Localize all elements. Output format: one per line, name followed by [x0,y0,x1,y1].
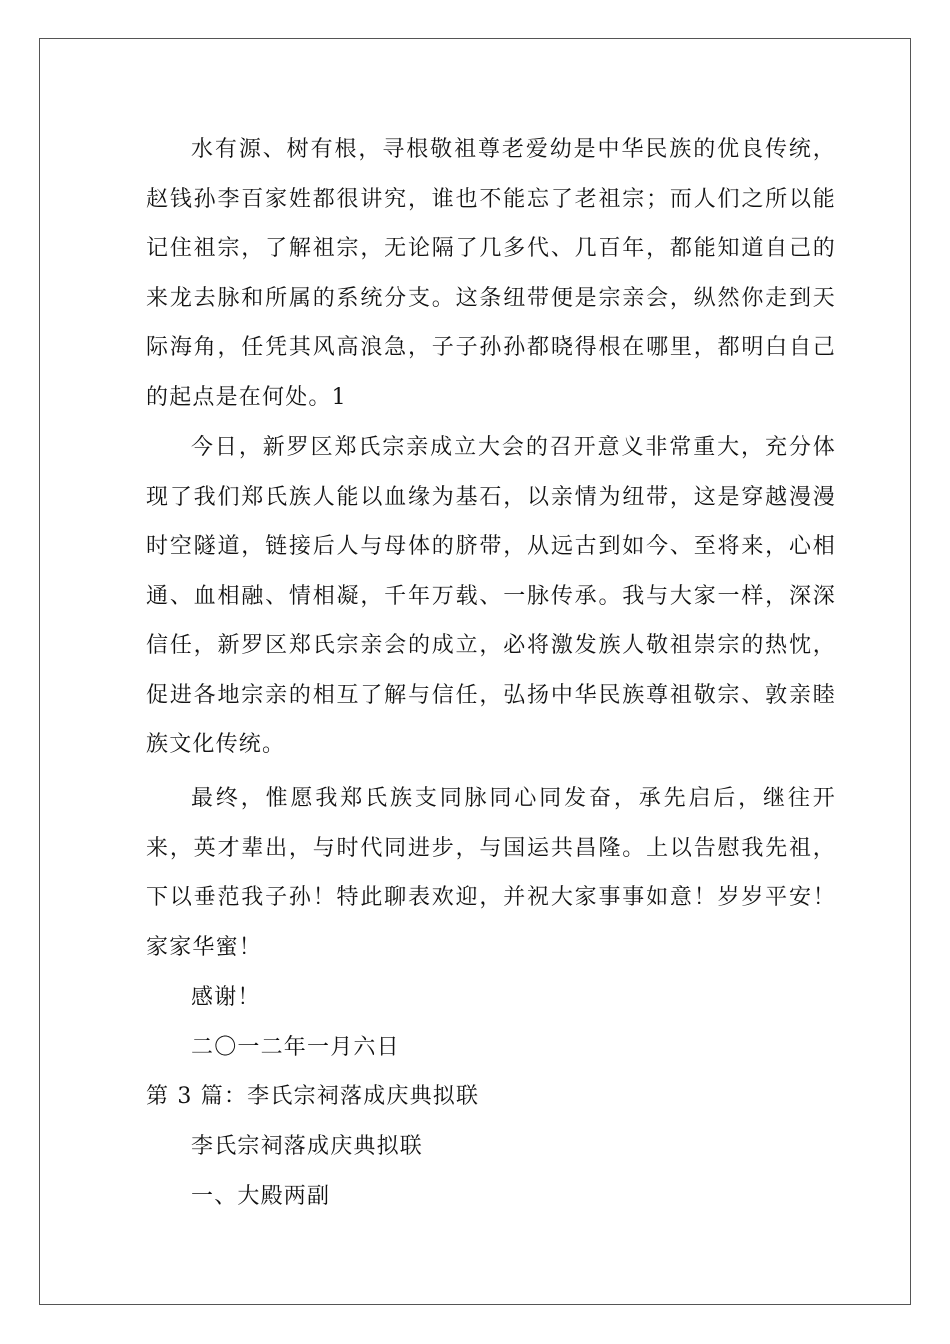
paragraph-3: 最终，惟愿我郑氏族支同脉同心同发奋，承先启后，继往开来，英才辈出，与时代同进步，与国运共昌隆。上以告慰我先祖，下以垂范我子孙！特此聊表欢迎，并祝大家事事如意！岁岁平安！家家华蜜！ [146,786,836,960]
section-heading: 第 3 篇：李氏宗祠落成庆典拟联 [146,1084,480,1109]
date-line: 二〇一二年一月六日 [191,1035,400,1060]
thanks-line: 感谢！ [191,985,261,1010]
paragraph-2: 今日，新罗区郑氏宗亲成立大会的召开意义非常重大，充分体现了我们郑氏族人能以血缘为基石，以亲情为纽带，这是穿越漫漫时空隧道，链接后人与母体的脐带，从远古到如今、至将来，心相通、血相融、情相凝，千年万载、一脉传承。我与大家一样，深深信任，新罗区郑氏宗亲会的成立，必将激发族人敬祖崇宗的热忱，促进各地宗亲的相互了解与信任，弘扬中华民族尊祖敬宗、敦亲睦族文化传统。 [146,435,836,757]
sub-title: 李氏宗祠落成庆典拟联 [191,1134,424,1159]
paragraph-1: 水有源、树有根，寻根敬祖尊老爱幼是中华民族的优良传统，赵钱孙李百家姓都很讲究，谁也不能忘了老祖宗；而人们之所以能记住祖宗，了解祖宗，无论隔了几多代、几百年，都能知道自己的来龙去脉和所属的系统分支。这条纽带便是宗亲会，纵然你走到天际海角，任凭其风高浪急，子子孙孙都晓得根在哪里，都明白自己的起点是在何处。1 [146,137,836,410]
item-heading: 一、大殿两副 [191,1184,331,1209]
